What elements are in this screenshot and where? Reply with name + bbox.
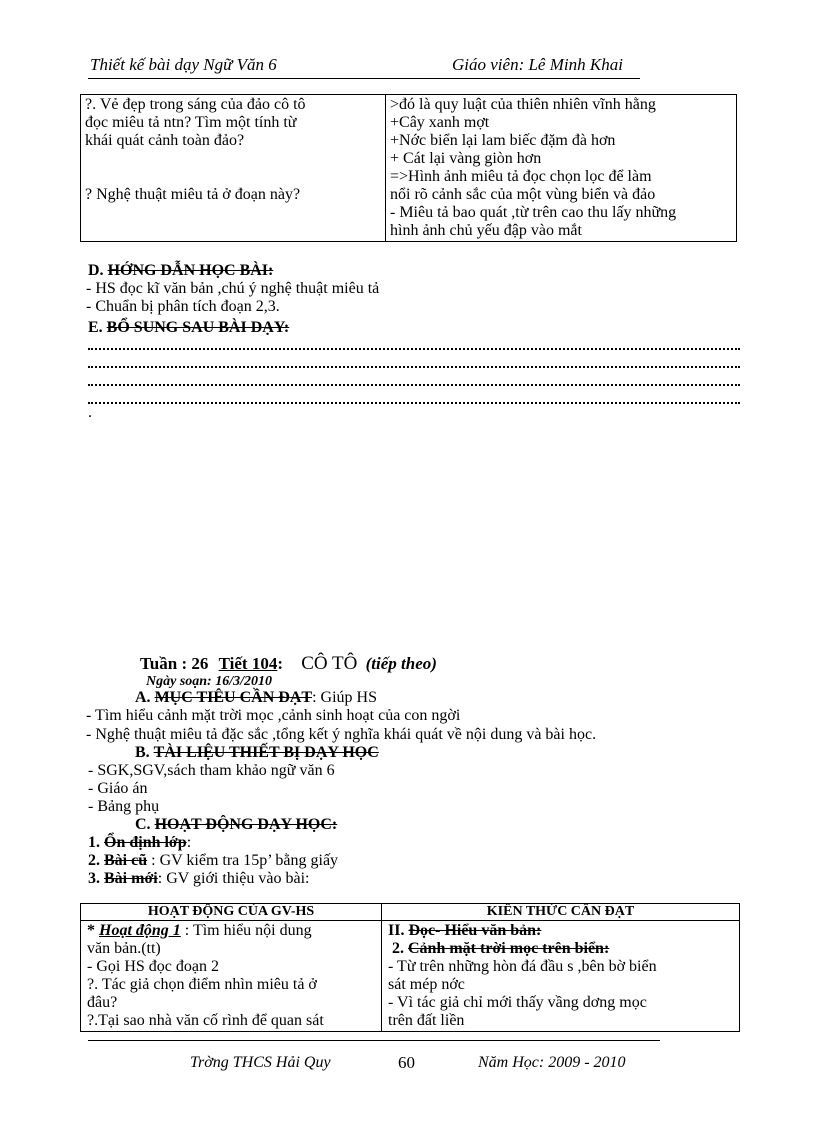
step-label: Ổn định lớp (104, 834, 187, 851)
section-c-title: HOẠT ĐỘNG DẠY HỌC: (154, 816, 338, 833)
section-e-title: BỔ SUNG SAU BÀI DẠY: (106, 319, 290, 336)
heading-text: Đọc- Hiểu văn bản: (408, 922, 542, 939)
step-label: Bài cũ (104, 852, 148, 869)
heading-number: II. (388, 922, 409, 939)
section-d-letter: D. (88, 262, 104, 279)
table1-right-line: - Miêu tả bao quát ,từ trên cao thu lấy những (390, 204, 677, 221)
section-b-item: - Giáo án (88, 780, 148, 797)
table2-left-line: đâu? (87, 994, 118, 1011)
lesson-period: Tiết 104 (218, 654, 278, 673)
section-c-step (88, 833, 191, 852)
lesson-heading (140, 653, 437, 675)
table1-left-gap (85, 150, 381, 168)
step-number: 2. (88, 852, 100, 869)
section-c-heading (135, 815, 337, 834)
table1-right-cell (386, 95, 737, 242)
knowledge-heading-1 (388, 922, 733, 940)
table2-left-cell (81, 921, 382, 1032)
section-a-item: - Tìm hiểu cảnh mặt trời mọc ,cảnh sinh hoạt của con ngời (86, 707, 461, 724)
section-c-letter: C. (135, 816, 151, 833)
lesson-subtitle: (tiếp theo) (365, 654, 437, 673)
section-a-heading (135, 688, 377, 707)
activity-line (87, 922, 375, 940)
section-c-step (88, 851, 338, 870)
table1-right-line: >đó là quy luật của thiên nhiên vĩnh hằng (390, 96, 656, 113)
table2-left-line: - Gọi HS đọc đoạn 2 (87, 958, 219, 975)
section-a-after: : Giúp HS (312, 689, 377, 706)
trailing-dot: . (88, 404, 92, 421)
section-a-letter: A. (135, 689, 151, 706)
section-c-step (88, 869, 309, 888)
table2-header: KIẾN THỨC CẦN ĐẠT (382, 904, 740, 921)
section-b-heading (135, 743, 379, 762)
header-right: Giáo viên: Lê Minh Khai (452, 55, 623, 74)
lesson-week: Tuần : 26 (140, 654, 209, 673)
dotted-line (88, 384, 740, 387)
section-d-heading (88, 261, 273, 280)
table2-left-line: ?. Tác giả chọn điểm nhìn miêu tả ở (87, 976, 317, 993)
step-number: 1. (88, 834, 100, 851)
header-left: Thiết kế bài dạy Ngữ Văn 6 (90, 55, 277, 74)
table1-left-line: ? Nghệ thuật miêu tả ở đoạn này? (85, 186, 301, 203)
section-a-item: - Nghệ thuật miêu tả đặc sắc ,tổng kết ý nghĩa khái quát về nội dung và bài học. (86, 726, 597, 743)
section-d-title: HỚNG DẪN HỌC BÀI: (107, 262, 274, 279)
table1-left-line: khái quát cảnh toàn đảo? (85, 132, 245, 149)
footer-year: Năm Học: 2009 - 2010 (478, 1054, 626, 1071)
table1-right-line: +Nớc biển lại lam biếc đặm đà hơn (390, 132, 616, 149)
table2-right-cell (382, 921, 740, 1032)
table1-right-line: nổi rõ cảnh sắc của một vùng biển và đảo (390, 186, 656, 203)
activity-table (80, 903, 740, 1032)
header-rule (88, 78, 640, 79)
lesson-date: Ngày soạn: 16/3/2010 (146, 674, 272, 689)
step-label: Bài mới (104, 870, 158, 887)
table2-left-line: văn bản.(tt) (87, 940, 161, 957)
table2-right-line: trên đất liền (388, 1012, 465, 1029)
lesson-title: CÔ TÔ (301, 653, 358, 674)
activity-text: : Tìm hiểu nội dung (180, 922, 312, 939)
footer-rule (88, 1040, 660, 1041)
dotted-line (88, 366, 740, 369)
step-number: 3. (88, 870, 100, 887)
table2-right-line: sát mép nớc (388, 976, 465, 993)
step-text: : (186, 834, 192, 851)
section-b-item: - SGK,SGV,sách tham khảo ngữ văn 6 (88, 762, 335, 779)
dotted-line (88, 348, 740, 351)
table1-left-line: ?. Vẻ đẹp trong sáng của đảo cô tô (85, 96, 306, 113)
page-number: 60 (398, 1053, 415, 1072)
table1-left-line: đọc miêu tả ntn? Tìm một tính từ (85, 114, 297, 131)
table1-left-cell (81, 95, 386, 242)
section-d-item: - Chuẩn bị phân tích đoạn 2,3. (86, 298, 280, 315)
knowledge-heading-2 (388, 940, 733, 958)
table1-right-line: + Cát lại vàng giòn hơn (390, 150, 542, 167)
table1-right-line: +Cây xanh mợt (390, 114, 490, 131)
section-b-letter: B. (135, 744, 150, 761)
section-b-item: - Bảng phụ (88, 798, 160, 815)
qa-table-1 (80, 94, 737, 242)
table1-right-line: =>Hình ảnh miêu tả đọc chọn lọc để làm (390, 168, 652, 185)
step-text: : GV giới thiệu vào bài: (157, 870, 310, 887)
section-e-heading (88, 318, 289, 337)
section-e-letter: E. (88, 319, 103, 336)
dotted-line (88, 402, 740, 405)
heading-text: Cảnh mặt trời mọc trên biển: (408, 940, 610, 957)
section-a-title: MỤC TIÊU CẦN ĐẠT (154, 689, 313, 706)
table2-right-line: - Vì tác giả chỉ mới thấy vầng dơng mọc (388, 994, 647, 1011)
table1-right-line: hình ảnh chủ yếu đập vào mắt (390, 222, 582, 239)
table1-left-gap (85, 168, 381, 186)
activity-label: Hoạt động 1 (99, 922, 181, 939)
table2-right-line: - Từ trên những hòn đá đầu s ,bên bờ biển (388, 958, 657, 975)
heading-number: 2. (392, 940, 408, 957)
section-d-item: - HS đọc kĩ văn bản ,chú ý nghệ thuật miêu tả (86, 280, 380, 297)
table2-left-line: ?.Tại sao nhà văn cố rình để quan sát (87, 1012, 324, 1029)
lesson-colon: : (277, 654, 283, 673)
footer-school: Trờng THCS Hải Quy (190, 1054, 331, 1071)
table2-header: HOẠT ĐỘNG CỦA GV-HS (81, 904, 382, 921)
activity-star: * (87, 922, 99, 939)
step-text: : GV kiểm tra 15p’ bằng giấy (147, 852, 339, 869)
section-b-title: TÀI LIỆU THIẾT BỊ DẠY HỌC (153, 744, 379, 761)
